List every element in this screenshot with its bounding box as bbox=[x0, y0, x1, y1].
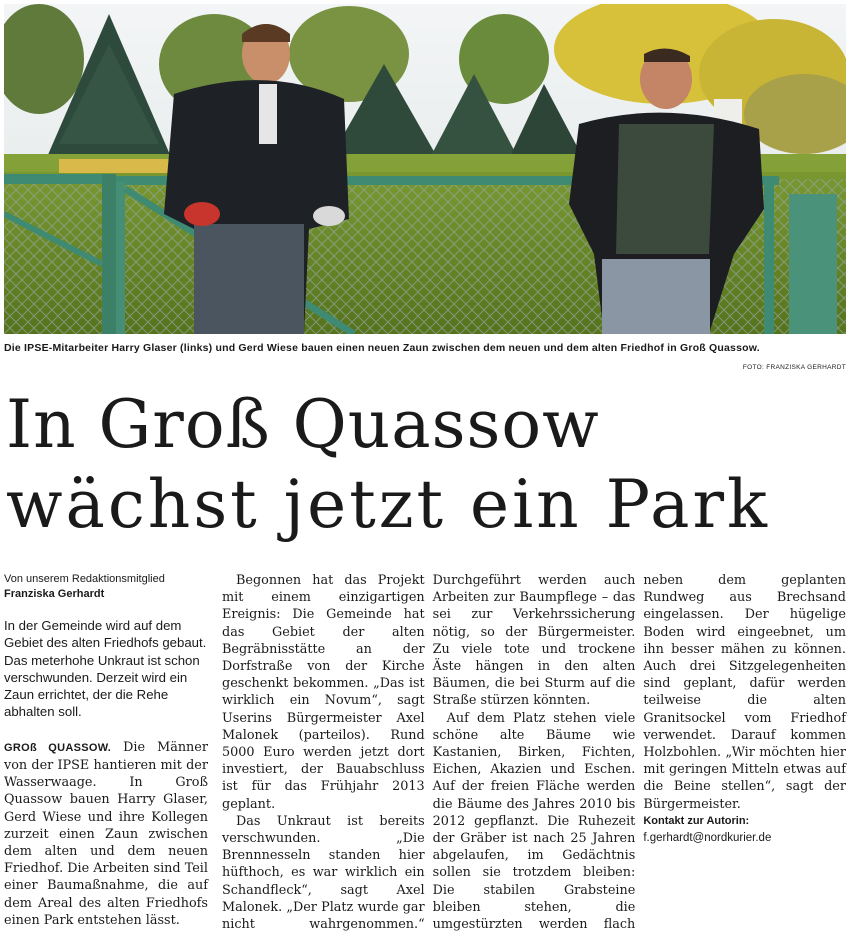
article-photo bbox=[4, 4, 846, 334]
headline bbox=[6, 385, 846, 545]
contact-email[interactable]: f.gerhardt@nordkurier.de bbox=[643, 831, 772, 844]
headline-line-2: wächst jetzt ein Park bbox=[6, 466, 770, 543]
paragraph-1-text: Die Männer von der IPSE hantieren mit der Wasserwaage. In Groß Quassow bauen Harry Glaser, Gerd Wiese und ihre Kollegen zurzeit einen Zaun zwischen dem alten und dem neuen Friedhof. Die Arbeiten sind Teil einer Baumaßnahme, die auf dem Areal des alten Friedhofs einen Park entstehen lässt. bbox=[4, 739, 208, 928]
photo-credit: FOTO: FRANZISKA GERHARDT bbox=[742, 364, 846, 371]
article-body-flow bbox=[222, 572, 846, 934]
dateline: GROß QUASSOW. bbox=[4, 741, 112, 754]
paragraph-1 bbox=[4, 739, 208, 929]
byline: Von unserem Redaktionsmitglied bbox=[4, 573, 165, 585]
contact-label: Kontakt zur Autorin: bbox=[643, 814, 750, 827]
paragraph-3: Das Unkraut ist bereits verschwunden. „Die Brennnesseln standen hier hüfthoch, es war wirklich ein Schandfleck“, sagt Axel Malonek. „Der Platz wurde gar nicht wahrgenommen.“ Durchgeführt werden auch Arbeiten zur Baumpflege – das sei zur Verkehrssicherung nötig, so der Bürgermeister. Zu viele tote und trockene Äste hängen in den alten Bäumen, die bei Sturm auf die Straße stürzen könnten. bbox=[222, 573, 636, 933]
paragraph-2: Begonnen hat das Projekt mit einem einzigartigen Ereignis: Die Gemeinde hat das Gebiet der alten Begräbnisstätte an der Dorfstraße von der Kirche geschenkt bekommen. „Das ist wirklich ein Novum“, sagt Userins Bürgermeister Axel Malonek (parteilos). Rund 5000 Euro werden jetzt dort investiert, der Bauabschluss ist für das Frühjahr 2013 geplant. bbox=[222, 573, 425, 812]
headline-line-1: In Groß Quassow bbox=[6, 386, 600, 463]
teaser: In der Gemeinde wird auf dem Gebiet des alten Friedhofs gebaut. Das meterhohe Unkraut ist schon verschwunden. Derzeit wird ein Zaun errichtet, der die Rehe abhalten soll. bbox=[4, 618, 207, 720]
column-1 bbox=[4, 572, 208, 929]
fence-photo-icon bbox=[4, 4, 846, 334]
author-name: Franziska Gerhardt bbox=[4, 588, 105, 600]
photo-caption: Die IPSE-Mitarbeiter Harry Glaser (links) und Gerd Wiese bauen einen neuen Zaun zwischen dem neuen und dem alten Friedhof in Groß Quassow. bbox=[4, 342, 760, 354]
paragraph-4: Auf dem Platz stehen viele schöne alte Bäume wie Kastanien, Birken, Fichten, Eichen, Akazien und Eschen. Auf der freien Fläche werden die Bäume des Jahres 2010 bis 2012 gepflanzt. Die Ruhezeit der Gräber ist nach 25 Jahren abgelaufen, im Gedächtnis sollen sie trotzdem bleiben: Die stabilen Grabsteine bleiben stehen, die umgestürzten werden flach neben dem geplanten Rundweg aus Brechsand eingelassen. Der hügelige Boden wird eingeebnet, um ihn besser mähen zu können. Auch drei Sitzgelegenheiten sind geplant, dafür werden teilweise die alten Granitsockel vom Friedhof verwendet. Darauf kommen Holzbohlen. „Wir möchten hier mit geringen Mitteln etwas auf die Beine stellen“, sagt der Bürgermeister. bbox=[432, 573, 846, 933]
